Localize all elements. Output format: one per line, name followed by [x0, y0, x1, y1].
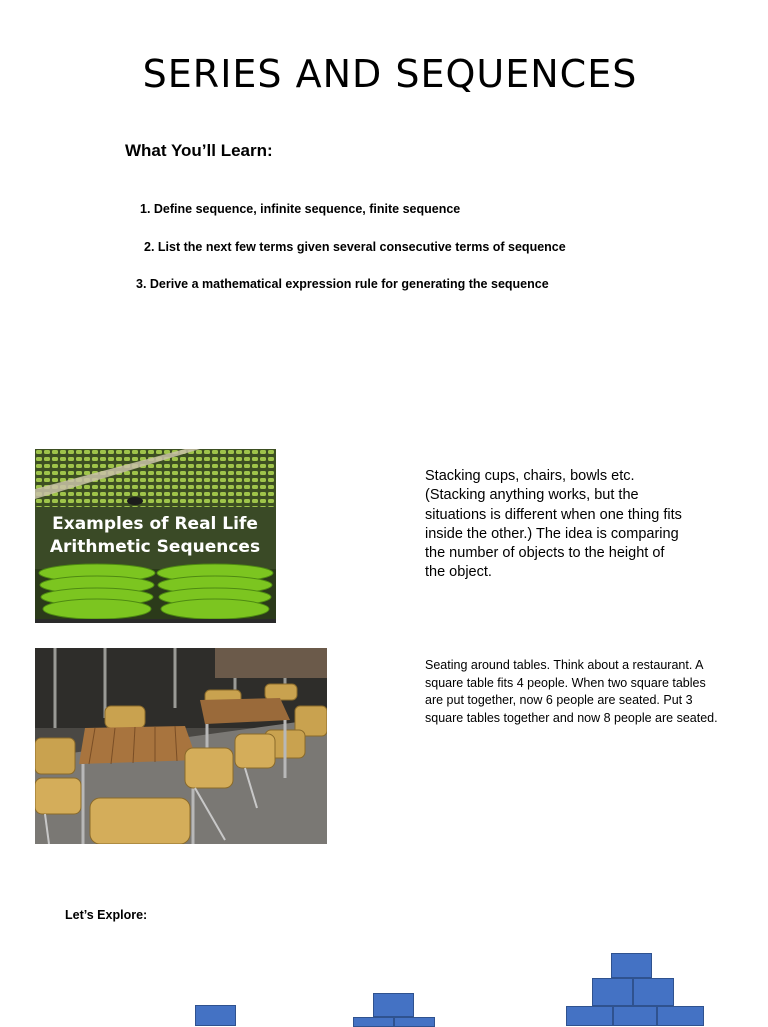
block: [373, 993, 414, 1017]
bowls-illustration: [35, 449, 276, 623]
block: [657, 1006, 704, 1026]
bowls-example-image: [35, 449, 276, 623]
objective-item: 3. Derive a mathematical expression rule for generating the sequence: [136, 277, 549, 291]
block: [613, 1006, 657, 1026]
stacking-description: Stacking cups, chairs, bowls etc. (Stacking anything works, but the situations is different when one thing fits inside the other.) The idea is comparing the number of objects to the height of the object.: [425, 468, 682, 581]
banner-line-2: Arithmetic Sequences: [49, 537, 261, 557]
seating-description: Seating around tables. Think about a restaurant. A square table fits 4 people. When two square tables are put together, now 6 people are seated. Put 3 square tables together and now 8 people are seated.: [425, 658, 718, 725]
objective-item: 2. List the next few terms given several consecutive terms of sequence: [144, 240, 566, 254]
block: [394, 1017, 435, 1027]
page-title: SERIES AND SEQUENCES: [142, 52, 638, 96]
block: [633, 978, 674, 1006]
block: [592, 978, 633, 1006]
learn-heading: What You’ll Learn:: [125, 141, 273, 160]
banner-line-1: Examples of Real Life: [52, 514, 258, 534]
tables-example-image: [35, 648, 327, 844]
tables-illustration: [35, 648, 327, 844]
block: [353, 1017, 394, 1027]
block: [195, 1005, 236, 1026]
objective-item: 1. Define sequence, infinite sequence, finite sequence: [140, 202, 461, 216]
explore-label: Let’s Explore:: [65, 908, 148, 922]
block: [611, 953, 652, 978]
block: [566, 1006, 613, 1026]
